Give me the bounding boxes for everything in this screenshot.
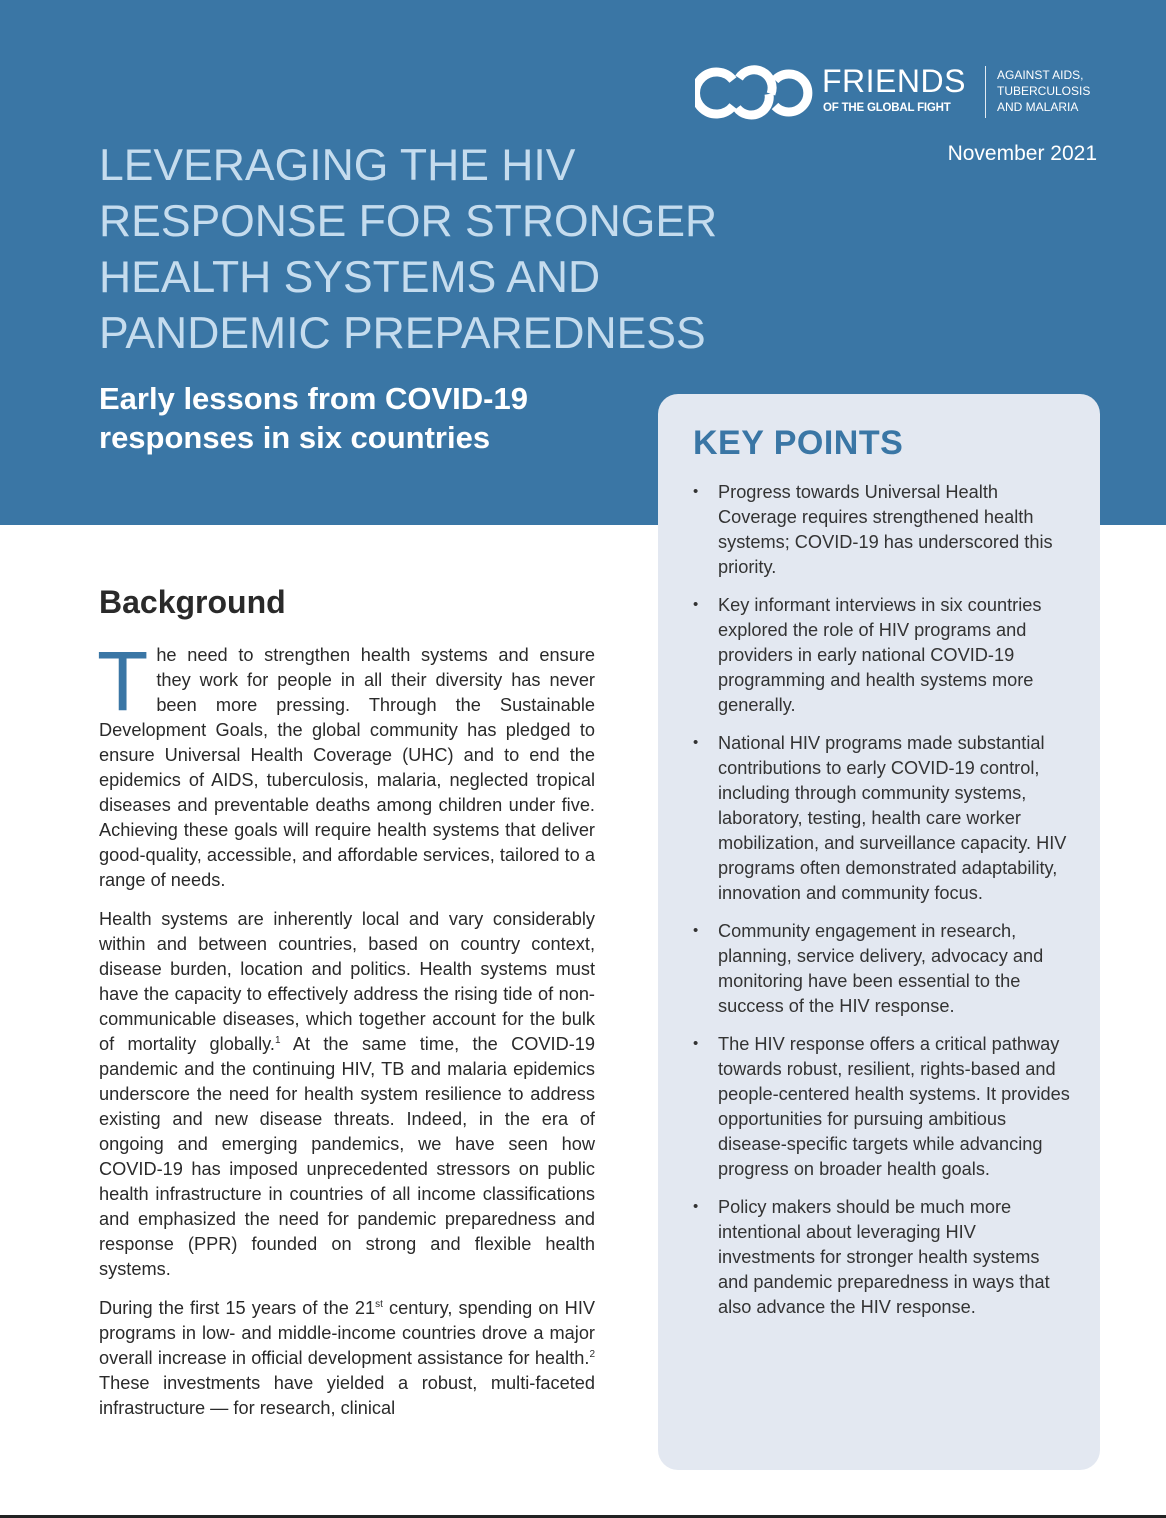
bullet-icon: •	[693, 596, 699, 614]
subtitle-line: responses in six countries	[99, 420, 491, 455]
key-point-text: National HIV programs made substantial contributions to early COVID-19 control, including through community systems, laboratory, testing, health care worker mobilization, and surveillance capacity. HIV programs often demonstrated adaptability, innovation and community focus.	[718, 733, 1067, 903]
key-point-text: Policy makers should be much more intentional about leveraging HIV investments for stronger health systems and pandemic preparedness in ways that also advance the HIV response.	[718, 1197, 1050, 1317]
page-subtitle	[99, 379, 659, 457]
bullet-icon: •	[693, 922, 699, 939]
logo-tagline-line: AGAINST AIDS,	[997, 68, 1084, 82]
key-point-item	[693, 919, 1073, 1019]
background-heading: Background	[99, 584, 286, 620]
key-point-item	[693, 480, 1073, 580]
paragraph	[97, 634, 595, 893]
footnote-ref[interactable]: 2	[589, 1348, 595, 1360]
bullet-icon: •	[693, 1035, 699, 1053]
key-point-item	[693, 1195, 1073, 1320]
bullet-icon: •	[693, 483, 699, 500]
paragraph-text: At the same time, the COVID-19 pandemic and the continuing HIV, TB and malaria epidemics underscore the need for health system resilience to address existing and new disease threats. Indeed, in the era of ongoing and emerging pandemics, we have seen how COVID-19 has imposed unprecedented stressors on public health infrastructure in countries of all income classifications and emphasized the need for pandemic preparedness and response (PPR) founded on strong and flexible health systems.	[99, 1034, 596, 1279]
key-point-text: Key informant interviews in six countries explored the role of HIV programs and providers in early national COVID-19 programming and health systems more generally.	[718, 595, 1042, 715]
logo-name: FRIENDS	[822, 63, 966, 99]
key-points-title: KEY POINTS	[693, 424, 904, 462]
footnote-ref[interactable]: 1	[274, 1034, 281, 1046]
paragraph-text: During the first 15 years of the 21	[99, 1298, 376, 1318]
key-point-item	[693, 1032, 1073, 1181]
logo-tagline	[997, 67, 1090, 115]
key-point-item	[693, 593, 1073, 718]
logo-divider	[985, 66, 986, 118]
title-line: LEVERAGING THE HIV	[99, 141, 576, 190]
title-line: HEALTH SYSTEMS AND	[99, 253, 601, 302]
background-body	[97, 634, 596, 1435]
paragraph-text: Health systems are inherently local and vary considerably within and between countries, based on country context, disease burden, location and politics. Health systems must have the capacity to effectively address the rising tide of non-communicable diseases, which together account for the bulk of mortality globally.	[99, 909, 595, 1054]
title-line: RESPONSE FOR STRONGER	[99, 197, 718, 246]
key-point-item	[693, 731, 1073, 905]
paragraph-text: These investments have yielded a robust, multi-faceted infrastructure — for research, clinical	[99, 1373, 595, 1418]
bullet-icon: •	[693, 1198, 699, 1216]
key-points-list	[693, 480, 1073, 1333]
page-title	[99, 138, 739, 362]
paragraph-text: century, spending on HIV programs in low- and middle-income countries drove a major overall increase in official development assistance for health.	[99, 1298, 595, 1368]
paragraph-text: he need to strengthen health systems and ensure they work for people in all their diversity has never been more pressing. Through the Sustainable Development Goals, the global community has pledged to ensure Universal Health Coverage (UHC) and to end the epidemics of AIDS, tuberculosis, malaria, neglected tropical diseases and preventable deaths among children under five. Achieving these goals will require health systems that deliver good-quality, accessible, and affordable services, tailored to a range of needs.	[99, 645, 595, 890]
logo-subtitle: OF THE GLOBAL FIGHT	[823, 102, 951, 114]
logo-mark-icon	[695, 64, 813, 122]
logo-tagline-line: AND MALARIA	[997, 100, 1079, 114]
publication-date: November 2021	[947, 142, 1097, 165]
drop-cap: T	[97, 634, 149, 728]
key-point-text: Progress towards Universal Health Coverage requires strengthened health systems; COVID-19 has underscored this priority.	[718, 482, 1053, 577]
key-point-text: The HIV response offers a critical pathway towards robust, resilient, rights-based and people-centered health systems. It provides opportunities for pursuing ambitious disease-specific targets while advancing progress on broader health goals.	[718, 1034, 1070, 1179]
subtitle-line: Early lessons from COVID-19	[99, 381, 528, 416]
paragraph	[99, 1296, 595, 1421]
paragraph	[99, 907, 595, 1282]
superscript: st	[375, 1298, 383, 1310]
logo	[695, 62, 1105, 124]
key-point-text: Community engagement in research, planning, service delivery, advocacy and monitoring have been essential to the success of the HIV response.	[718, 921, 1044, 1016]
title-line: PANDEMIC PREPAREDNESS	[99, 309, 706, 358]
logo-tagline-line: TUBERCULOSIS	[997, 84, 1091, 98]
bullet-icon: •	[693, 734, 699, 752]
key-points-box	[658, 394, 1100, 1470]
